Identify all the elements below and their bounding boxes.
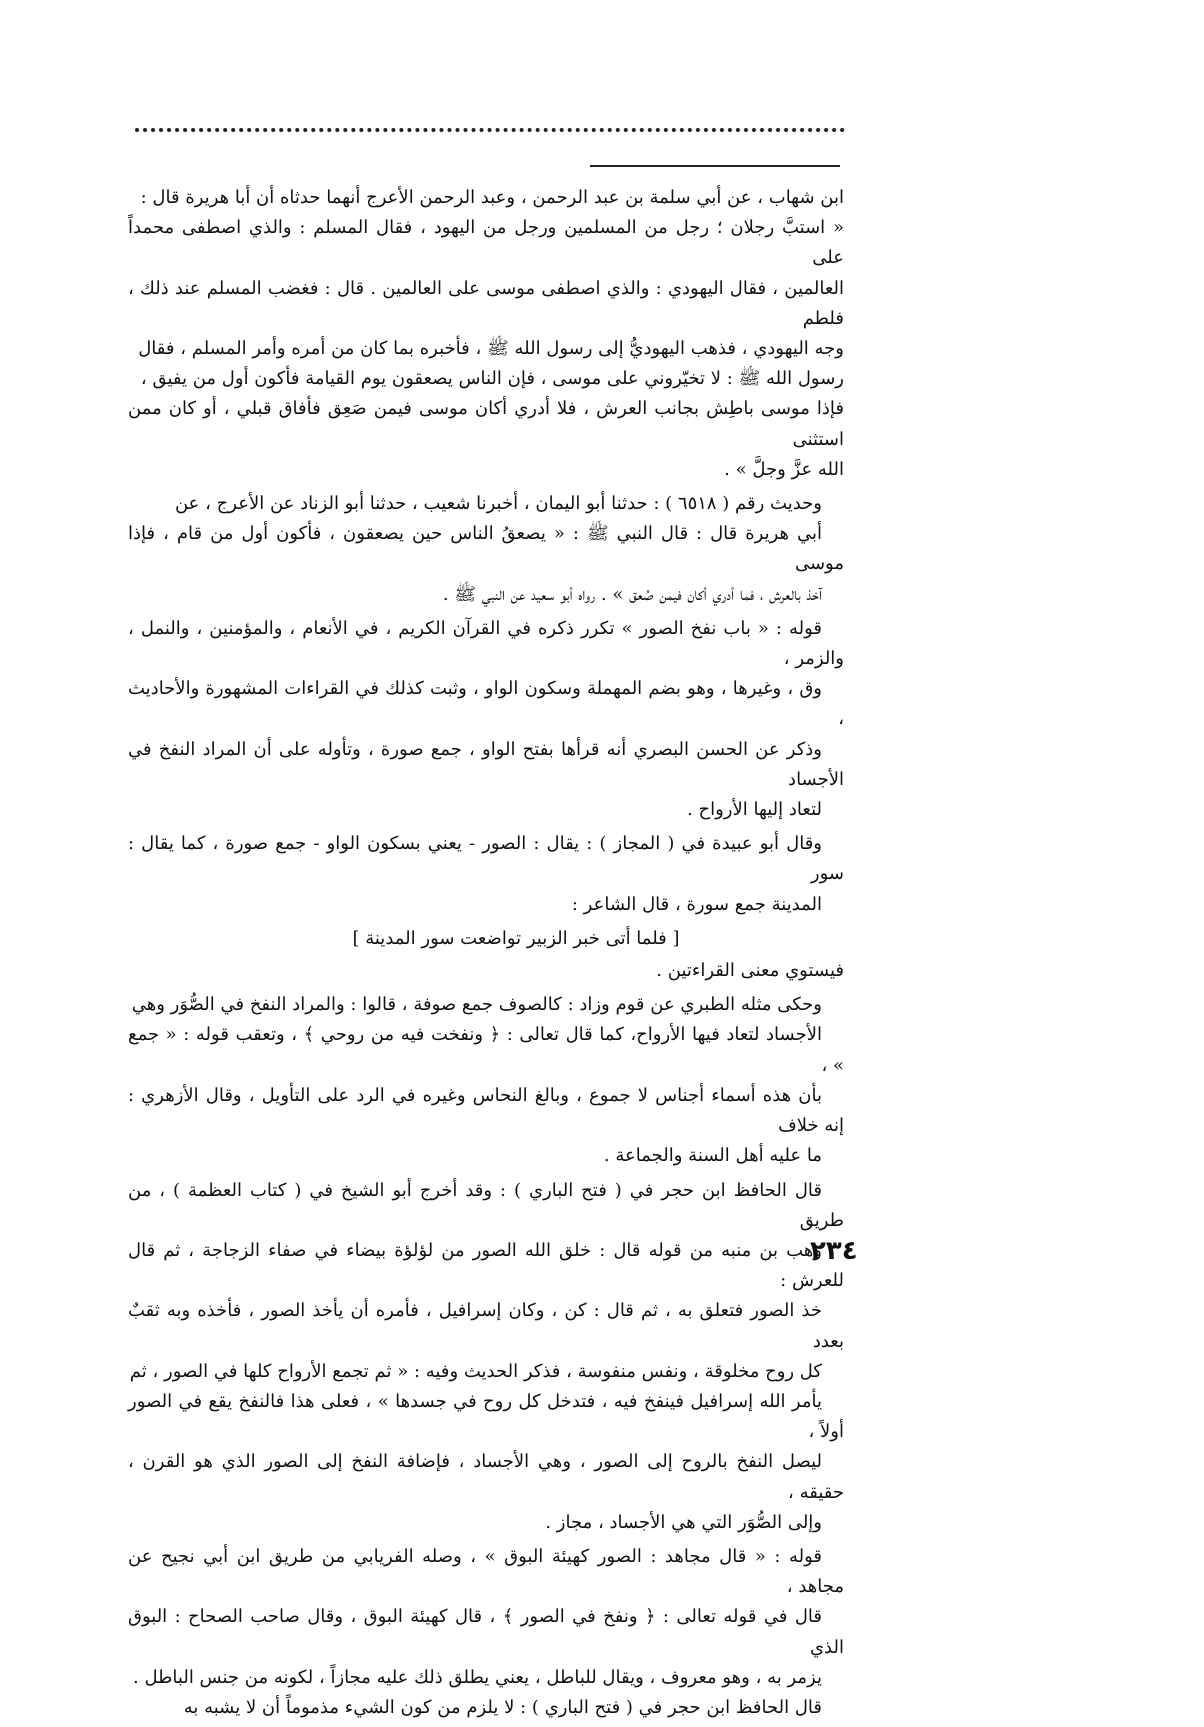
text-line: خذ الصور فتعلق به ، ثم قال : كن ، وكان إسرافيل ، فأمره أن يأخذ الصور ، فأخذه وبه ثقبٌ بعدد	[128, 1300, 844, 1352]
text-line: وقال أبو عبيدة في ( المجاز ) : يقال : الصور - يعني بسكون الواو - جمع صورة ، كما يقال : سور	[128, 833, 844, 885]
text-line: ابن شهاب ، عن أبي سلمة بن عبد الرحمن ، وعبد الرحمن الأعرج أنهما حدثاه أن أبا هريرة قال :	[140, 187, 844, 208]
text-line: قوله : « باب نفخ الصور » تكرر ذكره في القرآن الكريم ، في الأنعام ، والمؤمنين ، والنمل ، والزمر ،	[128, 617, 844, 670]
paragraph-abu-ubayda	[128, 829, 844, 920]
text-line: قوله : « قال مجاهد : الصور كهيئة البوق » ، وصله الفريابي من طريق ابن أبي نجيح عن مجاهد ،	[128, 1545, 844, 1598]
paragraph-hadith-6518	[128, 489, 844, 610]
text-line: ليصل النفخ بالروح إلى الصور ، وهي الأجساد ، فإضافة النفخ إلى الصور الذي هو القرن ، حقيقه ،	[128, 1451, 844, 1503]
text-line: وق ، وغيرها ، وهو بضم المهملة وسكون الواو ، وثبت كذلك في القراءات المشهورة والأحاديث ،	[128, 678, 844, 730]
text-line: وإلى الصُّوَر التي هي الأجساد ، مجاز .	[545, 1511, 822, 1533]
text-line: قال في قوله تعالى : ﴿ ونفخ في الصور ﴾ ، قال كهيئة البوق ، وقال صاحب الصحاح : البوق الذي	[128, 1606, 844, 1658]
text-line: كل روح مخلوقة ، ونفس منفوسة ، فذكر الحديث وفيه : « ثم تجمع الأرواح كلها في الصور ، ثم	[129, 1360, 822, 1382]
text-line: قال الحافظ ابن حجر في ( فتح الباري ) : وقد أخرج أبو الشيخ في ( كتاب العظمة ) ، من طريق	[128, 1179, 844, 1231]
text-line: أبي هريرة قال : قال النبي ﷺ : « يصعقُ الناس حين يصعقون ، فأكون أول من قام ، فإذا موسى	[128, 523, 844, 575]
dotted-separator	[135, 128, 845, 132]
paragraph-two-readings	[128, 956, 844, 986]
page-number: ٢٣٤	[810, 1236, 858, 1266]
text-line: يزمر به ، وهو معروف ، ويقال للباطل ، يعني يطلق ذلك عليه مجازاً ، لكونه من جنس الباطل .	[133, 1666, 822, 1688]
text-line: وحكى مثله الطبري عن قوم وزاد : كالصوف جمع صوفة ، قالوا : والمراد النفخ في الصُّوَر وهي	[131, 994, 822, 1016]
text-line: العالمين ، فقال اليهودي : والذي اصطفى موسى على العالمين . قال : فغضب المسلم عند ذلك ، فلطم	[128, 277, 844, 329]
footnote-rule	[590, 165, 840, 167]
text-line: الأجساد لتعاد فيها الأرواح، كما قال تعالى : ﴿ ونفخت فيه من روحي ﴾ ، وتعقب قوله : « جمع » ،	[128, 1024, 844, 1076]
text-line: بأن هذه أسماء أجناس لا جموع ، وبالغ النحاس وغيره في الرد على التأويل ، وقال الأزهري : إنه خلاف	[128, 1084, 844, 1137]
paragraph-mujahid	[128, 1542, 844, 1723]
text-line: « استبَّ رجلان ؛ رجل من المسلمين ورجل من اليهود ، فقال المسلم : والذي اصطفى محمداً على	[128, 217, 844, 269]
text-line: المدينة جمع سورة ، قال الشاعر :	[571, 893, 822, 915]
text-line: فيستوي معنى القراءتين .	[656, 960, 844, 982]
main-text	[128, 183, 844, 1727]
text-line: قال الحافظ ابن حجر في ( فتح الباري ) : لا يلزم من كون الشيء مذموماً أن لا يشبه به	[183, 1696, 822, 1718]
paragraph-hadith-narration	[128, 183, 844, 485]
paragraph-bab-nafkh	[128, 614, 844, 825]
text-line: وجه اليهودي ، فذهب اليهوديُّ إلى رسول الله ﷺ ، فأخبره بما كان من أمره وأمر المسلم ، فقال	[138, 338, 844, 360]
text-line: آخذ بالعرش ، فما أدري أكان فيمن صُعق » . رواه أبو سعيد عن النبي ﷺ .	[442, 583, 822, 605]
paragraph-tabari	[128, 990, 844, 1171]
text-line: ما عليه أهل السنة والجماعة .	[603, 1145, 822, 1167]
text-line: لتعاد إليها الأرواح .	[687, 799, 822, 821]
text-line: وحديث رقم ( ٦٥١٨ ) : حدثنا أبو اليمان ، أخبرنا شعيب ، حدثنا أبو الزناد عن الأعرج ، عن	[174, 493, 822, 515]
text-line: رسول الله ﷺ : لا تخيّروني على موسى ، فإن الناس يصعقون يوم القيامة فأكون أول من يفيق ،	[140, 368, 844, 390]
text-line: فإذا موسى باطِش بجانب العرش ، فلا أدري أكان موسى فيمن صَعِق فأفاق قبلي ، أو كان ممن استثنى	[128, 398, 844, 450]
text-line: الله عزَّ وجلَّ » .	[724, 458, 844, 480]
text-line: وهب بن منبه من قوله قال : خلق الله الصور من لؤلؤة بيضاء في صفاء الزجاجة ، ثم قال للعرش :	[128, 1239, 844, 1292]
text-line: يأمر الله إسرافيل فينفخ فيه ، فتدخل كل روح في جسدها » ، فعلى هذا فالنفخ يقع في الصور أولاً ،	[128, 1390, 844, 1443]
text-line: وذكر عن الحسن البصري أنه قرأها بفتح الواو ، جمع صورة ، وتأوله على أن المراد النفخ في الأجساد	[128, 738, 844, 790]
paragraph-ibn-hajar	[128, 1176, 844, 1538]
poetry-verse: [ فلما أتى خبر الزبير تواضعت سور المدينة ]	[352, 927, 680, 949]
